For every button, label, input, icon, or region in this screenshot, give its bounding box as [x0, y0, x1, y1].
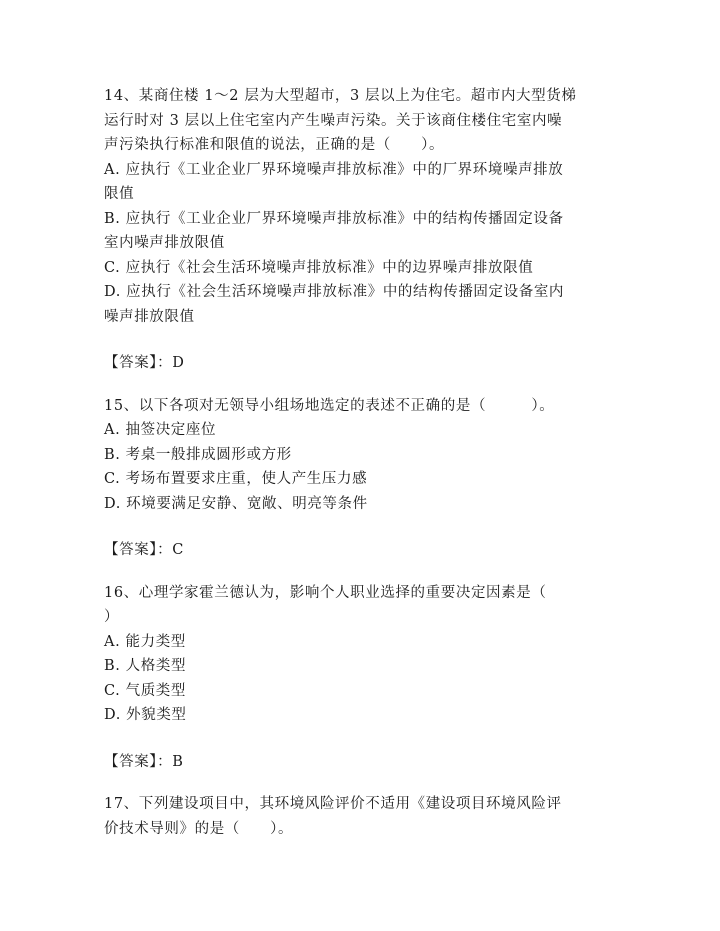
question-stem-line: 17、下列建设项目中，其环境风险评价不适用《建设项目环境风险评: [104, 796, 562, 812]
option-a-line: A. 应执行《工业企业厂界环境噪声排放标准》中的厂界环境噪声排放: [104, 161, 564, 178]
question-stem-line: ）: [104, 609, 120, 625]
question-17: [104, 792, 614, 841]
question-14: [104, 84, 614, 376]
option-d-line: 噪声排放限值: [104, 308, 195, 325]
answer-label: 【答案】：C: [104, 542, 184, 558]
question-16: [104, 581, 614, 775]
question-stem-line: 声污染执行标准和限值的说法，正确的是（ ）。: [104, 137, 445, 153]
option-b-line: B. 应执行《工业企业厂界环境噪声排放标准》中的结构传播固定设备: [104, 210, 564, 227]
answer-label: 【答案】：D: [104, 355, 185, 371]
document-page: [104, 84, 614, 841]
answer-label: 【答案】：B: [104, 753, 184, 770]
option-c-line: C. 应执行《社会生活环境噪声排放标准》中的边界噪声排放限值: [104, 259, 534, 276]
option-a-line: A. 能力类型: [104, 633, 186, 650]
question-stem-line: 运行时对 3 层以上住宅室内产生噪声污染。关于该商住楼住宅室内噪: [104, 112, 563, 129]
option-b-line: B. 考桌一般排成圆形或方形: [104, 446, 292, 463]
question-stem-line: 16、心理学家霍兰德认为，影响个人职业选择的重要决定因素是（: [104, 584, 547, 601]
option-c-line: C. 气质类型: [104, 682, 186, 699]
question-stem-line: 价技术导则》的是（ ）。: [104, 820, 294, 837]
option-a-line: A. 抽签决定座位: [104, 422, 217, 438]
option-d-line: D. 外貌类型: [104, 707, 187, 723]
question-stem-line: 15、以下各项对无领导小组场地选定的表述不正确的是（ ）。: [104, 397, 555, 414]
option-d-line: D. 环境要满足安静、宽敞、明亮等条件: [104, 495, 368, 512]
question-15: [104, 394, 614, 563]
option-a-line: 限值: [104, 186, 135, 202]
option-d-line: D. 应执行《社会生活环境噪声排放标准》中的结构传播固定设备室内: [104, 284, 565, 300]
option-b-line: 室内噪声排放限值: [104, 235, 225, 251]
question-stem-line: 14、某商住楼 1～2 层为大型超市，3 层以上为住宅。超市内大型货梯: [104, 88, 577, 104]
option-b-line: B. 人格类型: [104, 658, 187, 674]
option-c-line: C. 考场布置要求庄重，使人产生压力感: [104, 471, 368, 487]
